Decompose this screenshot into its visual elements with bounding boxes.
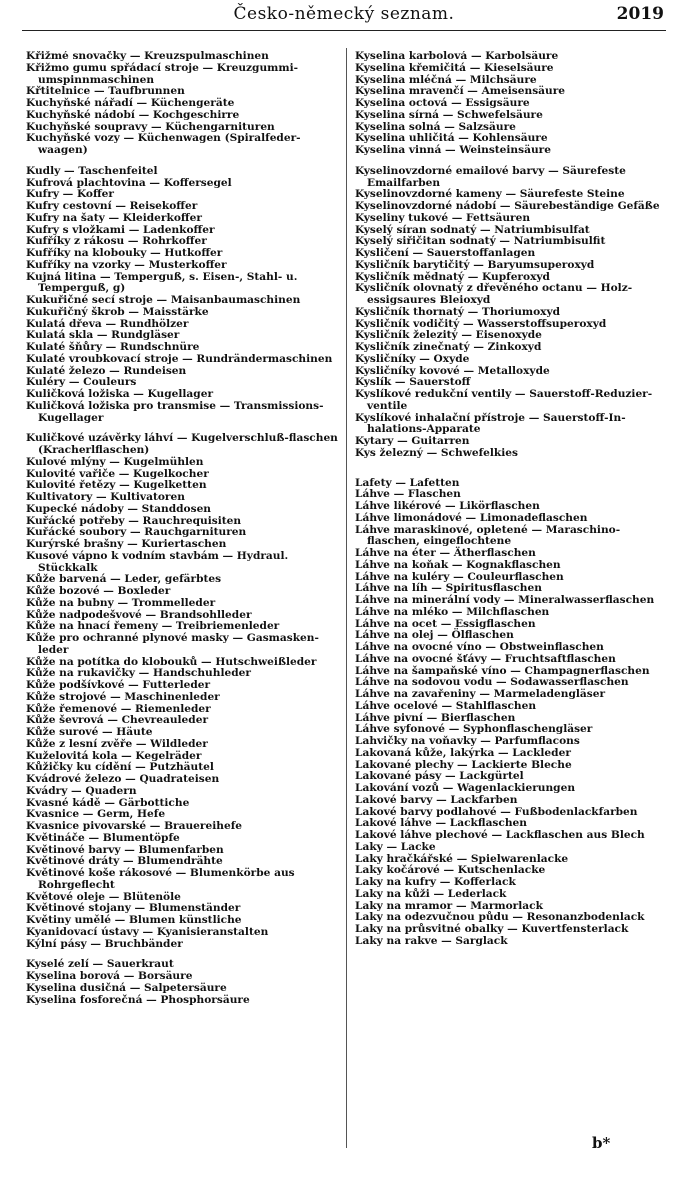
- dictionary-entry: Kyselina karbolová — Karbolsäure: [355, 51, 559, 62]
- dictionary-entry: Lakové barvy — Lackfarben: [355, 793, 518, 806]
- dictionary-entry: Laky na odezvučnou půdu — Resonanzbodenlack: [355, 911, 645, 924]
- dictionary-entry: Kyselý síran sodnatý — Natriumbisulfat: [355, 223, 590, 236]
- dictionary-entry: Lakové láhve — Lackflaschen: [355, 817, 527, 830]
- dictionary-entry: Kyselina uhličitá — Kohlensäure: [355, 132, 548, 145]
- dictionary-entry: Kultivatory — Kultivatoren: [26, 491, 185, 503]
- dictionary-entry: Kuličkové uzávěrky láhví — Kugelverschluß-flaschen (Kracherlflaschen): [26, 432, 338, 456]
- dictionary-entry: Kyselinovzdorné nádobí — Säurebeständige Gefäße: [355, 200, 660, 212]
- dictionary-entry: Kurýrské brašny — Kuriertaschen: [26, 538, 227, 550]
- dictionary-entry: Kvasné kádě — Gärbottiche: [26, 796, 190, 809]
- dictionary-entry: Kufry cestovní — Reisekoffer: [26, 200, 198, 212]
- right-column: [355, 51, 664, 1161]
- dictionary-entry: Kuléry — Couleurs: [26, 376, 137, 389]
- dictionary-entry: Kůže podšívkové — Futterleder: [26, 679, 211, 691]
- dictionary-entry: Kyslíkové redukční ventily — Sauerstoff-Reduzier-ventile: [355, 388, 653, 412]
- entry-gap: [355, 460, 664, 469]
- dictionary-entry: Kyselina mléčná — Milchsäure: [355, 73, 537, 86]
- dictionary-entry: Kysličník zinečnatý — Zinkoxyd: [355, 341, 542, 353]
- dictionary-entry: Kůže barvená — Leder, gefärbtes: [26, 573, 222, 586]
- column-divider: [346, 48, 347, 1148]
- dictionary-entry: Kysličníky — Oxyde: [355, 352, 470, 365]
- dictionary-entry: Kulaté vroubkovací stroje — Rundrändermaschinen: [26, 352, 333, 365]
- dictionary-entry: Kupecké nádoby — Standdosen: [26, 502, 212, 515]
- dictionary-entry: Kuchyňské soupravy — Küchengarnituren: [26, 120, 275, 133]
- dictionary-entry: Kysličení — Sauerstoffanlagen: [355, 247, 536, 259]
- dictionary-entry: Lakové barvy podlahové — Fußbodenlackfarben: [355, 805, 638, 818]
- dictionary-entry: Květinové barvy — Blumenfarben: [26, 843, 224, 856]
- dictionary-entry: Křtitelnice — Taufbrunnen: [26, 85, 185, 98]
- dictionary-entry: Kyselina sírná — Schwefelsäure: [355, 108, 543, 121]
- dictionary-entry: Laky na kufry — Kofferlack: [355, 876, 516, 888]
- dictionary-entry: Kufry na šaty — Kleiderkoffer: [26, 211, 202, 224]
- dictionary-entry: Kýlní pásy — Bruchbänder: [26, 937, 183, 950]
- dictionary-entry: Láhve na šampaňské víno — Champagnerflaschen: [355, 664, 650, 677]
- dictionary-entry: Kůže na hnací řemeny — Treibriemenleder: [26, 620, 280, 633]
- dictionary-entry: Kvasnice — Germ, Hefe: [26, 808, 166, 821]
- dictionary-entry: Kysličníky kovové — Metalloxyde: [355, 364, 550, 377]
- dictionary-entry: Kuličková ložiska pro transmise — Transmissions-Kugellager: [26, 399, 324, 424]
- dictionary-entry: Láhve na olej — Ölflaschen: [355, 629, 514, 642]
- dictionary-entry: Kvádry — Quadern: [26, 784, 137, 797]
- dictionary-entry: Kukuřičné secí stroje — Maisanbaumaschinen: [26, 294, 301, 306]
- dictionary-entry: Kůžičky ku cídění — Putzhäutel: [26, 761, 214, 774]
- dictionary-entry: Kytary — Guitarren: [355, 435, 470, 447]
- dictionary-entry: Kůže ševrová — Chevreauleder: [26, 714, 209, 727]
- dictionary-entry: Kyselinovzdorné kameny — Säurefeste Steine: [355, 188, 625, 201]
- dictionary-entry: Láhve likérové — Likörflaschen: [355, 500, 540, 512]
- page-title: Česko-německý seznam.: [233, 4, 455, 24]
- dictionary-entry: Květinové koše rákosové — Blumenkörbe aus Rohrgeflecht: [26, 867, 295, 891]
- dictionary-entry: Květináče — Blumentöpfe: [26, 831, 180, 844]
- dictionary-entry: Kufříky z rákosu — Rohrkoffer: [26, 235, 207, 248]
- dictionary-entry: Láhve na ocet — Essigflaschen: [355, 617, 536, 630]
- dictionary-entry: Laky na kůži — Lederlack: [355, 887, 507, 900]
- dictionary-entry: Kyselina solná — Salzsäure: [355, 120, 516, 133]
- header-rule: [22, 30, 666, 31]
- dictionary-entry: Láhve ocelové — Stahlflaschen: [355, 699, 537, 712]
- dictionary-entry: Kyselina vinná — Weinsteinsäure: [355, 144, 551, 156]
- dictionary-entry: Láhve na líh — Spiritusflaschen: [355, 582, 542, 595]
- dictionary-entry: Kulovité řetězy — Kugelketten: [26, 479, 207, 492]
- dictionary-entry: Kvasnice pivovarské — Brauereihefe: [26, 820, 242, 832]
- dictionary-entry: Laky na průsvitné obalky — Kuvertfensterlack: [355, 923, 629, 935]
- dictionary-entry: Láhve pivní — Bierflaschen: [355, 711, 516, 724]
- dictionary-entry: Kůže nadpodešvové — Brandsohlleder: [26, 608, 252, 621]
- dictionary-entry: Kůže na bubny — Trommelleder: [26, 596, 216, 609]
- dictionary-entry: Květiny umělé — Blumen künstliche: [26, 914, 242, 926]
- dictionary-entry: Lakované plechy — Lackierte Bleche: [355, 758, 572, 771]
- dictionary-entry: Láhve na ovocné šťávy — Fruchtsaftflaschen: [355, 652, 616, 665]
- dictionary-entry: Kysličník železitý — Eisenoxyde: [355, 329, 542, 342]
- dictionary-entry: Láhve na koňak — Kognakflaschen: [355, 558, 561, 571]
- dictionary-entry: Kyseliny tukové — Fettsäuren: [355, 211, 531, 224]
- dictionary-entry: Kyselý siřičitan sodnatý — Natriumbisulfit: [355, 235, 606, 248]
- dictionary-entry: Láhve na sodovou vodu — Sodawasserflaschen: [355, 676, 629, 689]
- dictionary-entry: Láhve na mléko — Milchflaschen: [355, 605, 550, 618]
- dictionary-entry: Kůže surové — Häute: [26, 726, 153, 738]
- dictionary-entry: Kuchyňské nářadí — Küchengeräte: [26, 97, 235, 109]
- dictionary-entry: Kůže řemenové — Riemenleder: [26, 702, 211, 715]
- dictionary-entry: Laky hračkářské — Spielwarenlacke: [355, 852, 569, 865]
- dictionary-entry: Květinové stojany — Blumenständer: [26, 902, 241, 915]
- dictionary-entry: Kufrová plachtovina — Koffersegel: [26, 176, 232, 189]
- dictionary-entry: Lakovaná kůže, lakýrka — Lackleder: [355, 746, 571, 759]
- dictionary-entry: Láhve na ovocné víno — Obstweinflaschen: [355, 641, 604, 653]
- dictionary-entry: Kyselinovzdorné emailové barvy — Säurefeste Emailfarben: [355, 164, 626, 189]
- dictionary-entry: Láhve na zavařeniny — Marmeladengläser: [355, 688, 606, 700]
- dictionary-entry: Kůže bozové — Boxleder: [26, 585, 171, 597]
- dictionary-entry: Lakované pásy — Lackgürtel: [355, 770, 524, 783]
- dictionary-entry: Kysličník thornatý — Thoriumoxyd: [355, 305, 561, 318]
- dictionary-entry: Kulatá skla — Rundgläser: [26, 329, 180, 342]
- dictionary-entry: Láhve na éter — Ätherflaschen: [355, 547, 536, 559]
- dictionary-entry: Kyselina octová — Essigsäure: [355, 97, 530, 109]
- dictionary-entry: Kyselina borová — Borsäure: [26, 970, 193, 982]
- dictionary-entry: Kulovité vařiče — Kugelkocher: [26, 467, 209, 480]
- dictionary-entry: Kulatá dřeva — Rundhölzer: [26, 317, 189, 330]
- dictionary-entry: Kyselina dusičná — Salpetersäure: [26, 981, 227, 994]
- dictionary-entry: Kuchyňské vozy — Küchenwagen (Spiralfeder-waagen): [26, 132, 301, 156]
- dictionary-entry: Laky na rakve — Sarglack: [355, 934, 508, 947]
- dictionary-entry: Kusové vápno k vodním stavbám — Hydraul. Stückkalk: [26, 549, 289, 574]
- dictionary-entry: Kyslík — Sauerstoff: [355, 376, 471, 389]
- dictionary-entry: Kuřácké potřeby — Rauchrequisiten: [26, 514, 242, 527]
- dictionary-entry: Kyanidovací ústavy — Kyanisieranstalten: [26, 925, 269, 938]
- dictionary-entry: Kufříky na klobouky — Hutkoffer: [26, 247, 223, 259]
- dictionary-entry: Kulaté šňůry — Rundschnüre: [26, 341, 200, 353]
- dictionary-entry: Lakování vozů — Wagenlackierungen: [355, 782, 576, 794]
- page-number: 2019: [616, 4, 664, 24]
- dictionary-entry: Lafety — Lafetten: [355, 476, 460, 489]
- dictionary-entry: Květinové dráty — Blumendrähte: [26, 855, 223, 868]
- dictionary-entry: Laky na mramor — Marmorlack: [355, 899, 543, 912]
- dictionary-entry: Kujná litina — Temperguß, s. Eisen-, Stahl- u. Temperguß, g): [26, 270, 298, 295]
- dictionary-entry: Křižmo gumu spřádací stroje — Kreuzgummi-umspinnmaschinen: [26, 61, 298, 86]
- dictionary-entry: Láhve — Flaschen: [355, 488, 461, 501]
- dictionary-entry: Kůže pro ochranné plynové masky — Gasmasken-leder: [26, 632, 319, 656]
- dictionary-entry: Kulové mlýny — Kugelmühlen: [26, 455, 204, 468]
- dictionary-entry: Lahvičky na voňavky — Parfumflacons: [355, 735, 580, 747]
- dictionary-entry: Kůže z lesní zvěře — Wildleder: [26, 737, 208, 750]
- dictionary-entry: Kuželovitá kola — Kegelräder: [26, 749, 202, 762]
- dictionary-entry: Kysličník vodičitý — Wasserstoffsuperoxyd: [355, 317, 607, 330]
- dictionary-entry: Lakové láhve plechové — Lackflaschen aus Blech: [355, 829, 645, 841]
- dictionary-entry: Kuřácké soubory — Rauchgarnituren: [26, 526, 247, 539]
- dictionary-entry: Kufříky na vzorky — Musterkoffer: [26, 258, 227, 271]
- dictionary-entry: Laky kočárové — Kutschenlacke: [355, 864, 546, 877]
- dictionary-entry: Kufry — Koffer: [26, 188, 114, 201]
- dictionary-entry: Kysličník barytičitý — Baryumsuperoxyd: [355, 258, 595, 271]
- dictionary-entry: Kuličková ložiska — Kugellager: [26, 388, 214, 400]
- dictionary-entry: Kůže na rukavičky — Handschuhleder: [26, 667, 251, 680]
- dictionary-entry: Kufry s vložkami — Ladenkoffer: [26, 223, 215, 236]
- dictionary-entry: Kvádrové železo — Quadrateisen: [26, 773, 220, 785]
- dictionary-entry: Laky — Lacke: [355, 840, 436, 853]
- dictionary-entry: Kysličník mědnatý — Kupferoxyd: [355, 270, 550, 283]
- dictionary-entry: Kuchyňské nádobí — Kochgeschirre: [26, 108, 240, 121]
- dictionary-entry: Kůže strojové — Maschinenleder: [26, 690, 220, 703]
- dictionary-entry: Křižmé snovačky — Kreuzspulmaschinen: [26, 51, 269, 62]
- signature-mark: b*: [592, 1134, 611, 1152]
- dictionary-entry: Kyselina křemičitá — Kieselsäure: [355, 61, 554, 74]
- dictionary-entry: Láhve na kuléry — Couleurflaschen: [355, 570, 564, 583]
- dictionary-entry: Kyselina fosforečná — Phosphorsäure: [26, 993, 250, 1006]
- dictionary-entry: Kudly — Taschenfeitel: [26, 164, 158, 177]
- dictionary-entry: Láhve maraskinové, opletené — Maraschino-flaschen, eingeflochtene: [355, 523, 621, 548]
- dictionary-entry: Láhve syfonové — Syphonflaschengläser: [355, 723, 593, 736]
- dictionary-entry: Kysličník olovnatý z dřevěného octanu — Holz-essigsaures Bleioxyd: [355, 282, 633, 306]
- dictionary-entry: Květové oleje — Blütenöle: [26, 890, 181, 903]
- dictionary-entry: Láhve na minerální vody — Mineralwasserflaschen: [355, 594, 655, 606]
- dictionary-entry: Kyselé zelí — Sauerkraut: [26, 958, 174, 971]
- dictionary-entry: Kulaté železo — Rundeisen: [26, 364, 187, 377]
- dictionary-entry: Kys železný — Schwefelkies: [355, 446, 518, 459]
- dictionary-entry: Kukuřičný škrob — Maisstärke: [26, 305, 209, 318]
- dictionary-entry: Kyselina mravenčí — Ameisensäure: [355, 85, 566, 98]
- left-column: [26, 51, 340, 1161]
- dictionary-entry: Láhve limonádové — Limonadeflaschen: [355, 511, 588, 524]
- dictionary-entry: Kůže na potítka do klobouků — Hutschweißleder: [26, 655, 317, 668]
- dictionary-entry: Kyslíkové inhalační přístroje — Sauerstoff-In-halations-Apparate: [355, 411, 626, 436]
